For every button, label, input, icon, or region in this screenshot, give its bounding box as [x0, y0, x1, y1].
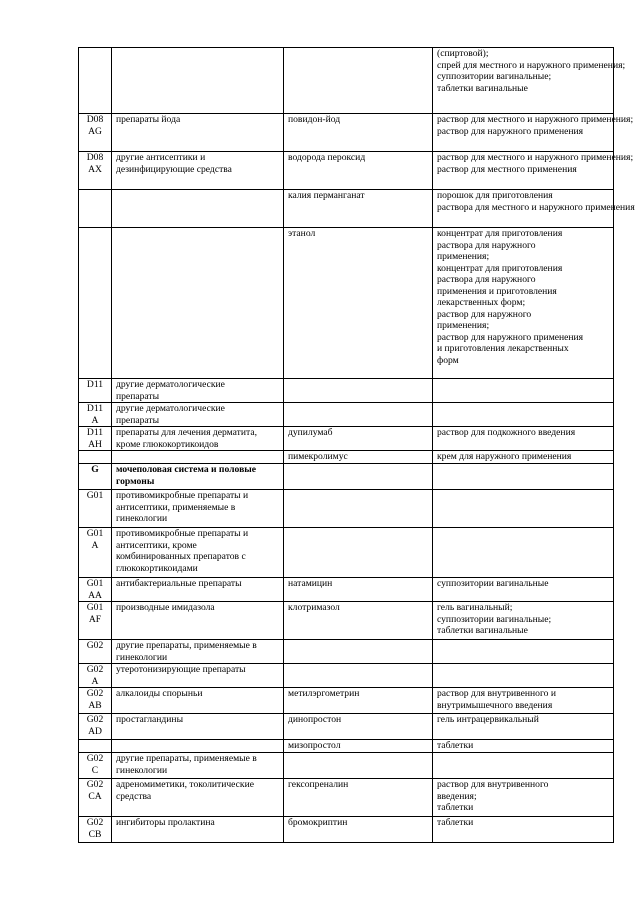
- dosage-form-cell: [433, 664, 614, 688]
- drug-name-cell: [284, 640, 433, 664]
- code-cell: [79, 48, 112, 114]
- cell-text-line: таблетки вагинальные: [437, 625, 528, 636]
- cell-text-line: C: [91, 764, 99, 776]
- cell-text-line: антисептики, применяемые в: [116, 501, 236, 513]
- cell-text-line: другие антисептики и: [116, 152, 206, 163]
- atc-group-cell: [112, 490, 284, 528]
- drug-name-cell: [284, 451, 433, 464]
- table-row: [79, 48, 614, 114]
- cell-text-line: концентрат для приготовления: [437, 228, 563, 239]
- cell-text-line: лекарственных форм;: [437, 297, 526, 308]
- cell-text-line: калия перманганат: [288, 190, 365, 201]
- table-row: [79, 640, 614, 664]
- code-cell: [79, 688, 112, 714]
- cell-text-line: ингибиторы пролактина: [116, 817, 215, 828]
- atc-group-cell: [112, 152, 284, 190]
- atc-group-cell: [112, 464, 284, 490]
- dosage-form-cell: [433, 640, 614, 664]
- cell-text-line: G02: [86, 753, 104, 764]
- cell-text-line: кроме глюкокортикоидов: [116, 438, 219, 450]
- atc-group-cell: [112, 228, 284, 379]
- atc-group-cell: [112, 578, 284, 602]
- cell-text-line: AF: [88, 613, 102, 625]
- code-cell: [79, 817, 112, 843]
- table-row: [79, 152, 614, 190]
- dosage-form-cell: [433, 714, 614, 740]
- table-row: [79, 740, 614, 753]
- code-cell: [79, 578, 112, 602]
- atc-group-cell: [112, 779, 284, 817]
- atc-group-cell: [112, 451, 284, 464]
- cell-text-line: другие препараты, применяемые в: [116, 753, 257, 764]
- cell-text-line: G01: [86, 602, 104, 613]
- cell-text-line: метилэргометрин: [288, 688, 360, 699]
- atc-group-cell: [112, 753, 284, 779]
- drug-name-cell: [284, 490, 433, 528]
- cell-text-line: гексопреналин: [288, 779, 349, 790]
- dosage-form-cell: [433, 451, 614, 464]
- code-cell: [79, 740, 112, 753]
- cell-text-line: G02: [86, 688, 104, 699]
- cell-text-line: суппозитории вагинальные: [437, 578, 549, 589]
- cell-text-line: применения;: [437, 320, 490, 331]
- cell-text-line: G02: [86, 664, 104, 675]
- atc-group-cell: [112, 602, 284, 640]
- drug-name-cell: [284, 403, 433, 427]
- table-row: [79, 114, 614, 152]
- cell-text-line: противомикробные препараты и: [116, 528, 249, 539]
- table-row: [79, 688, 614, 714]
- cell-text-line: AG: [88, 125, 102, 137]
- cell-text-line: другие дерматологические: [116, 379, 225, 390]
- table-row: [79, 190, 614, 228]
- cell-text-line: G02: [86, 779, 104, 790]
- code-cell: [79, 114, 112, 152]
- cell-text-line: гинекологии: [116, 764, 168, 776]
- table-row: [79, 490, 614, 528]
- code-cell: [79, 228, 112, 379]
- drug-name-cell: [284, 464, 433, 490]
- cell-text-line: D08: [86, 152, 104, 163]
- table-row: [79, 379, 614, 403]
- drug-name-cell: [284, 528, 433, 578]
- cell-text-line: препараты йода: [116, 114, 181, 125]
- table-row: [79, 451, 614, 464]
- cell-text-line: раствор для внутривенного и: [437, 688, 556, 699]
- cell-text-line: препараты: [116, 414, 160, 426]
- drug-name-cell: [284, 48, 433, 114]
- cell-text-line: другие препараты, применяемые в: [116, 640, 257, 651]
- cell-text-line: мочеполовая система и половые: [116, 464, 257, 475]
- cell-text-line: гель вагинальный;: [437, 602, 513, 613]
- table-row: [79, 602, 614, 640]
- code-cell: [79, 152, 112, 190]
- drug-name-cell: [284, 602, 433, 640]
- atc-group-cell: [112, 664, 284, 688]
- cell-text-line: D11: [86, 403, 104, 414]
- cell-text-line: A: [91, 675, 99, 687]
- atc-group-cell: [112, 740, 284, 753]
- atc-group-cell: [112, 379, 284, 403]
- code-cell: [79, 490, 112, 528]
- dosage-form-cell: [433, 379, 614, 403]
- cell-text-line: антисептики, кроме: [116, 539, 197, 551]
- cell-text-line: раствора для местного и наружного применения: [437, 201, 635, 213]
- cell-text-line: препараты: [116, 390, 160, 402]
- cell-text-line: гинекологии: [116, 513, 168, 524]
- cell-text-line: динопростон: [288, 714, 342, 725]
- code-cell: [79, 379, 112, 403]
- table-row: [79, 228, 614, 379]
- cell-text-line: G01: [86, 528, 104, 539]
- cell-text-line: G: [91, 464, 99, 475]
- cell-text-line: AB: [88, 699, 102, 711]
- cell-text-line: пимекролимус: [288, 451, 348, 462]
- cell-text-line: (спиртовой);: [437, 48, 489, 59]
- code-cell: [79, 753, 112, 779]
- cell-text-line: гормоны: [116, 475, 155, 487]
- atc-group-cell: [112, 640, 284, 664]
- cell-text-line: порошок для приготовления: [437, 190, 553, 201]
- cell-text-line: G01: [86, 578, 104, 589]
- dosage-form-cell: [433, 427, 614, 451]
- table-row: [79, 779, 614, 817]
- drug-name-cell: [284, 688, 433, 714]
- cell-text-line: крем для наружного применения: [437, 451, 572, 462]
- atc-group-cell: [112, 427, 284, 451]
- cell-text-line: дезинфицирующие средства: [116, 163, 232, 175]
- cell-text-line: A: [91, 414, 99, 426]
- cell-text-line: раствор для внутривенного: [437, 779, 549, 790]
- cell-text-line: комбинированных препаратов с: [116, 551, 246, 562]
- table-row: [79, 664, 614, 688]
- cell-text-line: суппозитории вагинальные;: [437, 71, 552, 82]
- drug-name-cell: [284, 578, 433, 602]
- code-cell: [79, 403, 112, 427]
- cell-text-line: адреномиметики, токолитические: [116, 779, 254, 790]
- cell-text-line: повидон-йод: [288, 114, 341, 125]
- cell-text-line: раствор для наружного применения: [437, 331, 584, 343]
- cell-text-line: введения;: [437, 790, 477, 802]
- cell-text-line: таблетки: [437, 817, 474, 828]
- cell-text-line: раствор для местного и наружного применения;: [437, 114, 634, 125]
- cell-text-line: D11: [86, 379, 104, 390]
- code-cell: [79, 602, 112, 640]
- code-cell: [79, 714, 112, 740]
- dosage-form-cell: [433, 48, 626, 114]
- code-cell: [79, 664, 112, 688]
- dosage-form-cell: [433, 688, 614, 714]
- cell-text-line: гинекологии: [116, 651, 168, 663]
- cell-text-line: раствор для местного и наружного применения;: [437, 152, 634, 163]
- cell-text-line: применения;: [437, 251, 490, 262]
- cell-text-line: препараты для лечения дерматита,: [116, 427, 257, 438]
- cell-text-line: раствор для подкожного введения: [437, 427, 576, 438]
- code-cell: [79, 427, 112, 451]
- table-row: [79, 464, 614, 490]
- cell-text-line: раствор для местного применения: [437, 163, 577, 175]
- atc-group-cell: [112, 48, 284, 114]
- cell-text-line: противомикробные препараты и: [116, 490, 249, 501]
- drug-name-cell: [284, 753, 433, 779]
- drug-name-cell: [284, 714, 433, 740]
- medicine-list-table: [78, 47, 635, 843]
- cell-text-line: D11: [86, 427, 104, 438]
- cell-text-line: гель интрацервикальный: [437, 714, 539, 725]
- code-cell: [79, 640, 112, 664]
- cell-text-line: дупилумаб: [288, 427, 333, 438]
- cell-text-line: AD: [88, 725, 102, 737]
- atc-group-cell: [112, 714, 284, 740]
- code-cell: [79, 779, 112, 817]
- cell-text-line: суппозитории вагинальные;: [437, 613, 552, 625]
- cell-text-line: средства: [116, 790, 152, 802]
- code-cell: [79, 528, 112, 578]
- dosage-form-cell: [433, 152, 634, 190]
- cell-text-line: G01: [86, 490, 104, 501]
- dosage-form-cell: [433, 740, 614, 753]
- cell-text-line: AX: [88, 163, 102, 175]
- atc-group-cell: [112, 688, 284, 714]
- drug-name-cell: [284, 114, 433, 152]
- cell-text-line: G02: [86, 640, 104, 651]
- cell-text-line: водорода пероксид: [288, 152, 366, 163]
- cell-text-line: AA: [88, 589, 102, 601]
- dosage-form-cell: [433, 403, 614, 427]
- cell-text-line: и приготовления лекарственных: [437, 343, 569, 354]
- cell-text-line: спрей для местного и наружного применения;: [437, 59, 626, 71]
- dosage-form-cell: [433, 779, 614, 817]
- cell-text-line: раствора для наружного: [437, 239, 536, 251]
- cell-text-line: алкалоиды спорыньи: [116, 688, 203, 699]
- cell-text-line: антибактериальные препараты: [116, 578, 242, 589]
- cell-text-line: AH: [88, 438, 102, 450]
- cell-text-line: натамицин: [288, 578, 333, 589]
- drug-name-cell: [284, 228, 433, 379]
- dosage-form-cell: [433, 464, 614, 490]
- cell-text-line: таблетки: [437, 802, 474, 813]
- dosage-form-cell: [433, 490, 614, 528]
- cell-text-line: D08: [86, 114, 104, 125]
- dosage-form-cell: [433, 228, 614, 379]
- cell-text-line: этанол: [288, 228, 316, 239]
- cell-text-line: CA: [88, 790, 102, 802]
- drug-name-cell: [284, 152, 433, 190]
- table-row: [79, 714, 614, 740]
- dosage-form-cell: [433, 114, 634, 152]
- cell-text-line: таблетки вагинальные: [437, 82, 528, 94]
- table-row: [79, 528, 614, 578]
- dosage-form-cell: [433, 190, 635, 228]
- dosage-form-cell: [433, 753, 614, 779]
- table-row: [79, 403, 614, 427]
- cell-text-line: применения и приготовления: [437, 285, 557, 297]
- atc-group-cell: [112, 403, 284, 427]
- drug-name-cell: [284, 190, 433, 228]
- drug-name-cell: [284, 664, 433, 688]
- dosage-form-cell: [433, 528, 614, 578]
- dosage-form-cell: [433, 817, 614, 843]
- table-body: [79, 48, 635, 843]
- drug-name-cell: [284, 379, 433, 403]
- table-row: [79, 753, 614, 779]
- cell-text-line: CB: [88, 828, 102, 840]
- cell-text-line: таблетки: [437, 740, 474, 751]
- dosage-form-cell: [433, 578, 614, 602]
- cell-text-line: раствора для наружного: [437, 274, 536, 285]
- cell-text-line: простагландины: [116, 714, 184, 725]
- drug-name-cell: [284, 817, 433, 843]
- cell-text-line: утеротонизирующие препараты: [116, 664, 246, 675]
- cell-text-line: раствор для наружного применения: [437, 125, 584, 137]
- cell-text-line: раствор для наружного: [437, 308, 532, 320]
- atc-group-cell: [112, 114, 284, 152]
- cell-text-line: глюкокортикоидами: [116, 562, 198, 574]
- cell-text-line: бромокриптин: [288, 817, 348, 828]
- table-row: [79, 817, 614, 843]
- cell-text-line: концентрат для приготовления: [437, 262, 563, 274]
- atc-group-cell: [112, 528, 284, 578]
- cell-text-line: G02: [86, 714, 104, 725]
- drug-name-cell: [284, 740, 433, 753]
- drug-name-cell: [284, 427, 433, 451]
- cell-text-line: A: [91, 539, 99, 551]
- cell-text-line: G02: [86, 817, 104, 828]
- cell-text-line: форм: [437, 354, 459, 366]
- cell-text-line: внутримышечного введения: [437, 699, 553, 711]
- dosage-form-cell: [433, 602, 614, 640]
- table-row: [79, 427, 614, 451]
- cell-text-line: мизопростол: [288, 740, 341, 751]
- drug-name-cell: [284, 779, 433, 817]
- cell-text-line: клотримазол: [288, 602, 340, 613]
- atc-group-cell: [112, 190, 284, 228]
- code-cell: [79, 190, 112, 228]
- cell-text-line: другие дерматологические: [116, 403, 225, 414]
- code-cell: [79, 464, 112, 490]
- code-cell: [79, 451, 112, 464]
- cell-text-line: производные имидазола: [116, 602, 215, 613]
- atc-group-cell: [112, 817, 284, 843]
- table-row: [79, 578, 614, 602]
